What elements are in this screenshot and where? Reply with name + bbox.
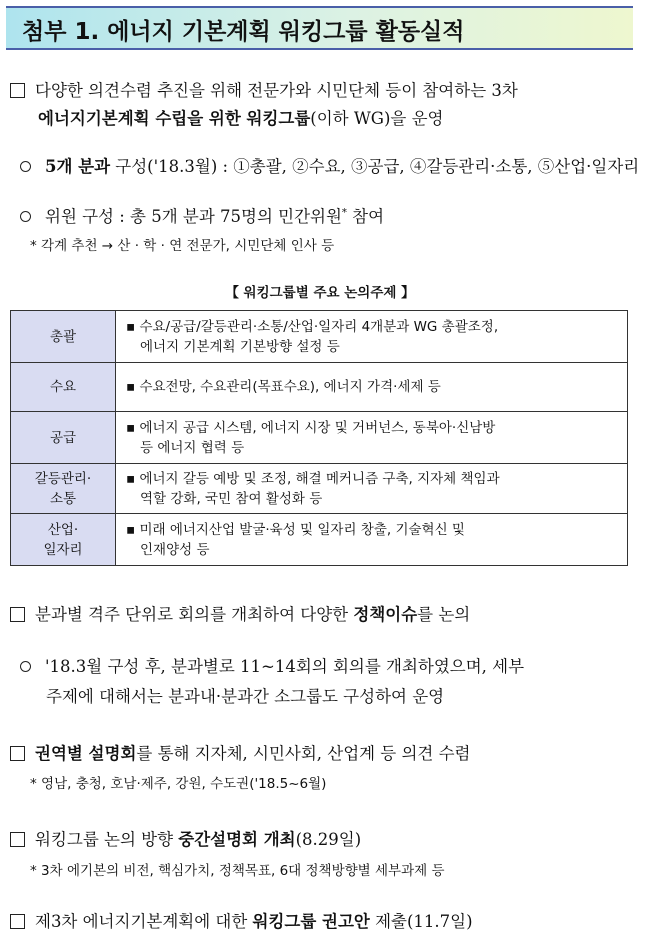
section2-pre: 분과별 격주 단위로 회의를 개최하여 다양한: [35, 605, 354, 624]
table-description: ▪ 미래 에너지산업 발굴·육성 및 일자리 창출, 기술혁신 및 인재양성 등: [116, 514, 628, 566]
section1-note: * 각계 추천 → 산 · 학 · 연 전문가, 시민단체 인사 등: [30, 238, 335, 254]
section5-pre: 제3차 에너지기본계획에 대한: [35, 912, 253, 931]
section3-post: 를 통해 지자체, 시민사회, 산업계 등 의견 수렴: [136, 744, 471, 763]
checkbox-square-icon: [10, 914, 25, 929]
table-category: 갈등관리· 소통: [11, 464, 116, 514]
section5-heading: [10, 908, 473, 932]
section2-heading: [10, 601, 470, 625]
section4-bold: 중간설명회 개최: [178, 830, 296, 849]
table-category: 수요: [11, 363, 116, 412]
table-description: ▪ 에너지 갈등 예방 및 조정, 해결 메커니즘 구축, 지자체 책임과 역할 강화, 국민 참여 활성화 등: [116, 464, 628, 514]
table-row: [11, 412, 628, 464]
bullet2-sup: *: [341, 207, 347, 219]
checkbox-square-icon: [10, 83, 25, 98]
section4-heading: [10, 826, 361, 850]
checkbox-square-icon: [10, 746, 25, 761]
section1-bullet2: [20, 203, 384, 227]
checkbox-square-icon: [10, 832, 25, 847]
section2-bold: 정책이슈: [353, 605, 418, 624]
section1-rest: (이하 WG)을 운영: [310, 109, 444, 128]
table-description: ▪ 수요전망, 수요관리(목표수요), 에너지 가격·세제 등: [116, 363, 628, 412]
table-category: 공급: [11, 412, 116, 464]
section3-heading: [10, 740, 471, 764]
page-title: 첨부 1. 에너지 기본계획 워킹그룹 활동실적: [22, 19, 465, 45]
circle-bullet-icon: [20, 161, 31, 172]
section5-bold: 워킹그룹 권고안: [252, 912, 370, 931]
table-category: 총괄: [11, 311, 116, 363]
table-category: 산업· 일자리: [11, 514, 116, 566]
table-row: [11, 514, 628, 566]
section1-text: 다양한 의견수렴 추진을 위해 전문가와 시민단체 등이 참여하는 3차: [35, 81, 518, 100]
section3-bold: 권역별 설명회: [35, 744, 137, 763]
section4-pre: 워킹그룹 논의 방향: [35, 830, 179, 849]
section2-bullet-line2: 주제에 대해서는 분과내·분과간 소그룹도 구성하여 운영: [46, 687, 445, 706]
table-row: [11, 464, 628, 514]
section2-bullet-text1: '18.3월 구성 후, 분과별로 11~14회의 회의를 개최하였으며, 세부: [45, 657, 525, 676]
circle-bullet-icon: [20, 661, 31, 672]
table-description: ▪ 에너지 공급 시스템, 에너지 시장 및 거버넌스, 동북아·신남방 등 에너지 협력 등: [116, 412, 628, 464]
section1-line1: [10, 77, 518, 101]
circle-bullet-icon: [20, 211, 31, 222]
section4-note: * 3차 에기본의 비전, 핵심가치, 정책목표, 6대 정책방향별 세부과제 등: [30, 863, 445, 879]
section5-post: 제출(11.7일): [369, 912, 473, 931]
table-description: ▪ 수요/공급/갈등관리·소통/산업·일자리 4개분과 WG 총괄조정, 에너지 기본계획 기본방향 설정 등: [116, 311, 628, 363]
bullet1-bold: 5개 분과: [45, 157, 111, 176]
bullet1-rest: 구성('18.3월) : ①총괄, ②수요, ③공급, ④갈등관리·소통, ⑤산업·일자리: [110, 157, 640, 176]
bullet2-end: 참여: [346, 207, 385, 226]
section1-line2: [38, 105, 443, 129]
section4-post: (8.29일): [295, 830, 362, 849]
section1-bold: 에너지기본계획 수립을 위한 워킹그룹: [38, 109, 311, 128]
section3-note: * 영남, 충청, 호남·제주, 강원, 수도권('18.5~6월): [30, 776, 327, 792]
bullet2-text: 위원 구성 : 총 5개 분과 75명의 민간위원: [45, 207, 342, 226]
checkbox-square-icon: [10, 607, 25, 622]
table-caption: 【 워킹그룹별 주요 논의주제 】: [225, 285, 415, 301]
section1-bullet1: [20, 153, 639, 177]
section2-bullet-line1: [20, 653, 524, 677]
table-row: [11, 311, 628, 363]
table-row: [11, 363, 628, 412]
section2-post: 를 논의: [417, 605, 471, 624]
topics-table: [10, 310, 628, 566]
title-banner: [6, 6, 633, 50]
